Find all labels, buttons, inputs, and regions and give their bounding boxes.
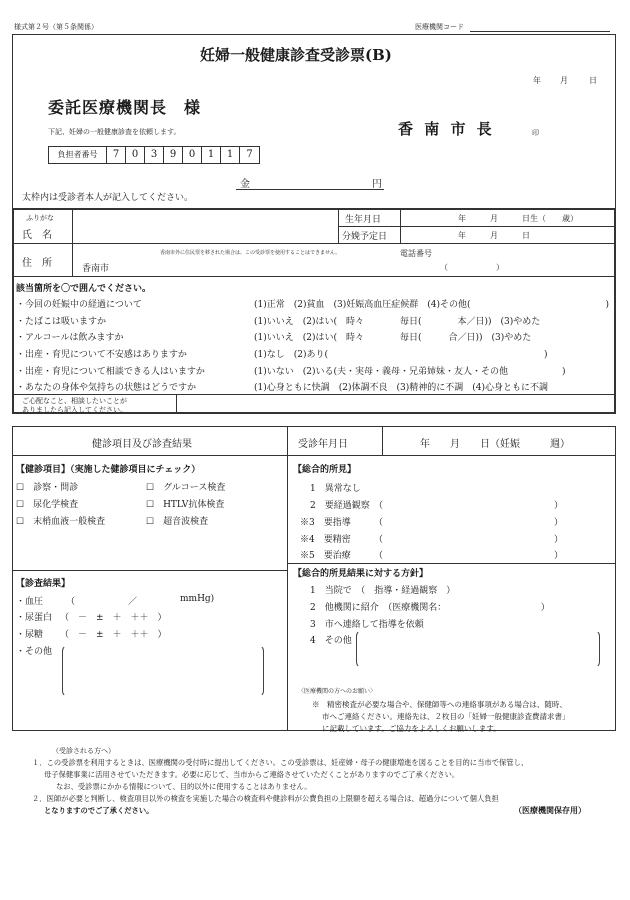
form-number: 様式第２号（第５条関係） <box>14 23 98 31</box>
amount-kin: 金 <box>240 179 250 190</box>
policy-item: 2 他機関に紹介 （医療機関名： ） <box>310 603 550 613</box>
overall-heading: 【総合的所見】 <box>293 465 357 475</box>
overall-item: ※4 要精密 （ ） <box>300 535 564 545</box>
clinic-note-heading: 〈医療機関の方へのお願い〉 <box>298 688 377 695</box>
question-row: ・出産・育児について相談できる人はいますか (1)いない (2)いる(夫・実母・義母・兄弟姉妹・友人・その他 ) <box>16 367 566 377</box>
clinic-copy-label: （医療機関保存用） <box>514 805 586 815</box>
protein-scale: （ － ± ＋ ＋＋ ） <box>60 613 167 623</box>
overall-item: 1 異常なし <box>310 484 361 494</box>
findings-heading: 【診査結果】 <box>16 579 71 589</box>
payer-digit: 7 <box>246 149 253 160</box>
payer-digit: 1 <box>221 147 240 163</box>
exam-item-checkbox[interactable]: ☐ 尿化学検査 <box>16 500 79 510</box>
visit-date-label: 受診年月日 <box>298 439 348 450</box>
clinic-note-line-3: に記載しています。ご協力をよろしくお願いします。 <box>322 724 501 733</box>
date-month: 月 <box>560 76 568 85</box>
addressee: 委託医療機関長 様 <box>48 98 202 117</box>
due-date-label: 分娩予定日 <box>342 232 388 242</box>
other-input-area[interactable] <box>62 645 264 697</box>
worry-line-1: ご心配なこと、相談したいことが <box>22 397 127 405</box>
visit-date-value: 年 月 日（妊娠 週） <box>420 439 570 450</box>
clinic-code-line <box>470 31 610 32</box>
amount-line <box>236 189 384 190</box>
question-row: ・アルコールは飲みますか (1)いいえ (2)はい( 時々 毎日( 合／日)) (3)やめた <box>16 333 532 343</box>
footer-p1-line-2: 母子保健事業に活用させていただきます。必要に応じて、当市からご連絡させていただくことがありますのでご了承ください。 <box>44 770 460 779</box>
address-label: 住 所 <box>22 258 52 269</box>
payer-digit: 0 <box>183 147 202 163</box>
date-day: 日 <box>589 76 597 85</box>
bp-slash: ／ <box>128 597 138 607</box>
other-label: ・その他 <box>16 647 53 657</box>
bp-open: （ <box>66 597 76 607</box>
city-name: 香南市 <box>82 264 110 274</box>
questionnaire-heading: 該当箇所を〇で囲んでください。 <box>16 284 152 294</box>
exam-item-checkbox[interactable]: ☐ 診察・問診 <box>16 483 79 493</box>
policy-item: 4 その他 <box>310 636 352 646</box>
overall-item: ※5 要治療 （ ） <box>300 551 564 561</box>
payer-number-box <box>48 146 260 164</box>
furigana-label: ふりがな <box>26 214 54 222</box>
request-text: 下記、妊婦の一般健康診査を依頼します。 <box>48 128 181 136</box>
clinic-note-line-2: 市へご連絡ください。連絡先は、２枚目の「妊婦一般健康診査費請求書」 <box>322 712 570 721</box>
payer-digit: 1 <box>202 147 221 163</box>
worry-line-2: ありましたら記入してください。 <box>22 406 127 414</box>
question-row: ・たばこは吸いますか (1)いいえ (2)はい( 時々 毎日( 本／日)) (3)やめた <box>16 317 541 327</box>
question-row: ・あなたの身体や気持ちの状態はどうですか (1)心身ともに快調 (2)体調不良 (3)精神的に不調 (4)心身ともに不調 <box>16 383 548 393</box>
due-date-value: 年 月 日 <box>458 231 530 240</box>
question-row: ・今回の妊娠中の経過について (1)正常 (2)貧血 (3)妊娠高血圧症候群 (4)その他( ) <box>16 300 610 310</box>
name-label: 氏 名 <box>22 230 52 241</box>
address-note: 香南市外に住民票を移された場合は、この受診票を使用することはできません。 <box>160 250 341 256</box>
phone-parens: （ ） <box>440 263 504 272</box>
exam-item-checkbox[interactable]: ☐ 末梢血液一般検査 <box>16 517 106 527</box>
birth-label: 生年月日 <box>345 215 382 225</box>
date-year: 年 <box>533 76 541 85</box>
clinic-code-label: 医療機関コード <box>415 23 464 31</box>
bp-label: ・血圧 <box>16 597 44 607</box>
policy-item: 1 当院で （ 指導・経過観察 ） <box>310 586 456 596</box>
seal-mark: 印 <box>532 129 539 137</box>
amount-yen: 円 <box>372 179 382 190</box>
payer-number-label: 負担者番号 <box>49 147 107 163</box>
page-title: 妊婦一般健康診査受診票(B) <box>200 46 392 64</box>
policy-other-input[interactable] <box>356 630 600 668</box>
question-row: ・出産・育児について不安感はありますか (1)なし (2)あり( ) <box>16 350 548 360</box>
exam-item-checkbox[interactable]: ☐ HTLV抗体検査 <box>146 500 225 510</box>
footer-p1-line-1: １．この受診票を利用するときは、医療機関の受付時に提出してください。この受診票は、妊産婦・母子の健康増進を図ることを目的に当市で保管し、 <box>32 758 529 767</box>
footer-heading: （受診される方へ） <box>52 747 115 755</box>
bp-unit: mmHg) <box>180 594 215 604</box>
footer-p1-line-3: なお、受診票にかかる情報について、目的以外に使用することはありません。 <box>56 782 312 791</box>
payer-digit: 7 <box>107 147 126 163</box>
exam-item-checkbox[interactable]: ☐ 超音波検査 <box>146 517 209 527</box>
overall-item: 2 要経過観察 （ ） <box>310 501 564 511</box>
birth-value: 年 月 日生（ 歳） <box>458 214 578 223</box>
payer-digit: 0 <box>126 147 145 163</box>
sugar-scale: （ － ± ＋ ＋＋ ） <box>60 630 167 640</box>
footer-p2-line-2: となりますのでご了承ください。 <box>44 806 154 815</box>
payer-digit: 3 <box>145 147 164 163</box>
items-results-header: 健診項目及び診査結果 <box>92 439 192 450</box>
mayor-name: 香 南 市 長 <box>398 120 495 138</box>
overall-item: ※3 要指導 （ ） <box>300 518 564 528</box>
payer-digit: 9 <box>164 147 183 163</box>
exam-items-heading: 【健診項目】（実施した健診項目にチェック） <box>16 465 201 475</box>
phone-label: 電話番号 <box>400 249 432 258</box>
clinic-note-line-1: ※ 精密検査が必要な場合や、保健師等への連絡事項がある場合は、随時、 <box>312 700 567 709</box>
protein-label: ・尿蛋白 <box>16 613 53 623</box>
exam-item-checkbox[interactable]: ☐ グルコース検査 <box>146 483 226 493</box>
sugar-label: ・尿糖 <box>16 630 44 640</box>
footer-p2-line-1: ２．医師が必要と判断し、検査項目以外の検査を実施した場合の検査料や健診料が公費負担の上限額を超える場合は、超過分について個人負担 <box>32 794 499 803</box>
policy-heading: 【総合的所見結果に対する方針】 <box>293 569 429 579</box>
bold-frame-note: 太枠内は受診者本人が記入してください。 <box>22 193 194 203</box>
policy-item: 3 市へ連絡して指導を依頼 <box>310 620 424 630</box>
